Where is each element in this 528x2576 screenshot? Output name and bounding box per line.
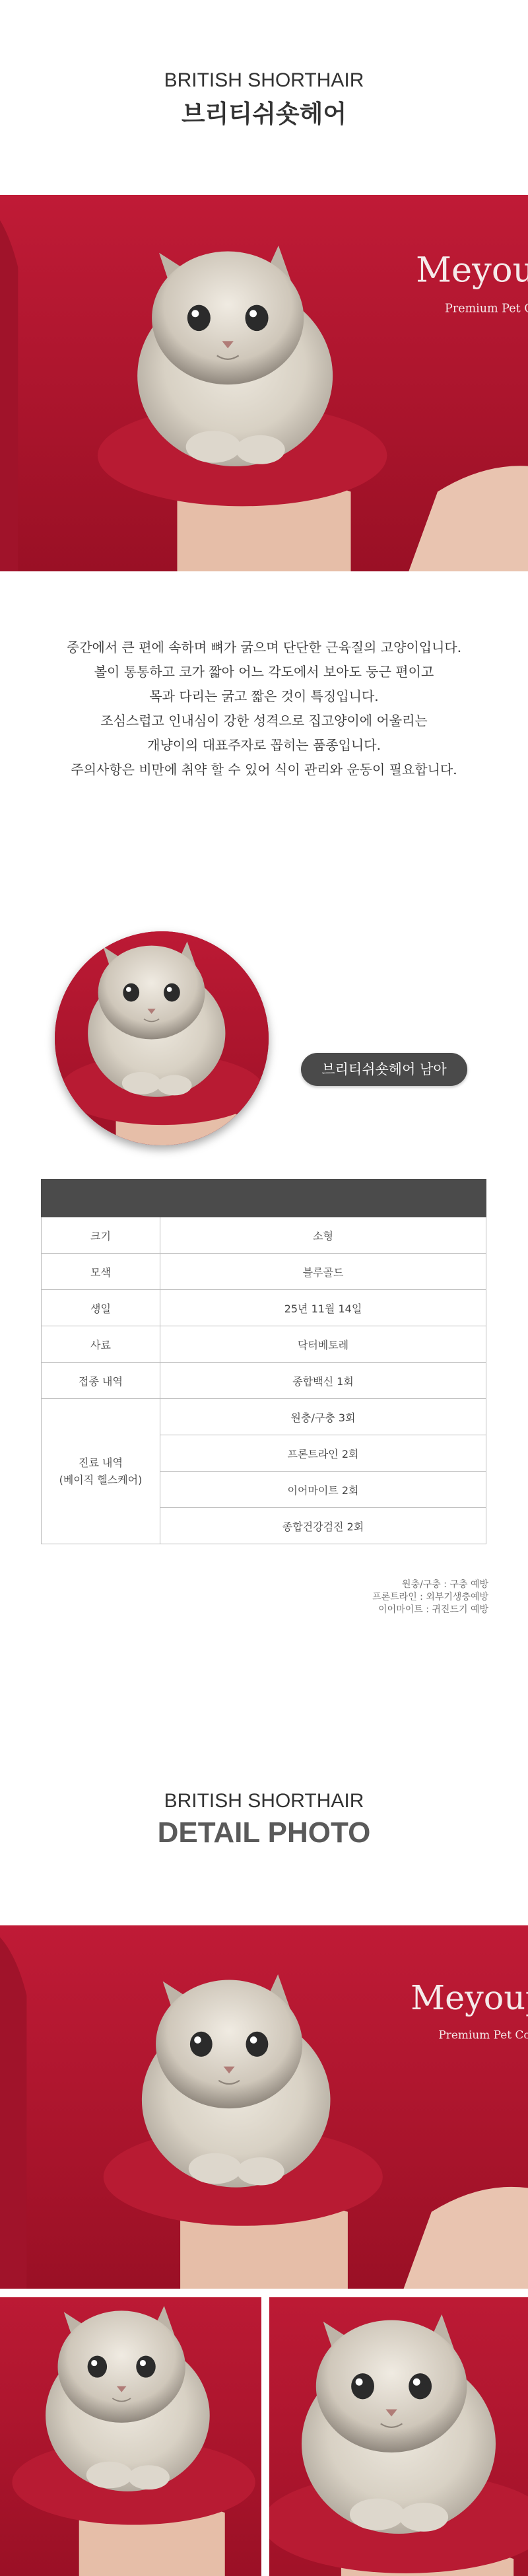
row-value: 소형 xyxy=(160,1217,486,1254)
row-label: 접종 내역 xyxy=(42,1363,160,1399)
row-value: 닥터베토레 xyxy=(160,1326,486,1363)
description-line: 볼이 통통하고 코가 짧아 어느 각도에서 보아도 둥근 편이고 xyxy=(94,664,434,680)
hero-cat-photo xyxy=(0,195,528,571)
profile-cat-photo xyxy=(55,931,269,1145)
row-label: 크기 xyxy=(42,1217,160,1254)
detail-cat-photo-left xyxy=(0,2297,261,2576)
name-badge: 브리티쉬숏헤어 남아 xyxy=(301,1053,467,1086)
detail-cat-photo-large xyxy=(0,1925,528,2289)
info-table xyxy=(41,1179,486,1544)
medical-history-label xyxy=(42,1399,160,1544)
row-label: 모색 xyxy=(42,1254,160,1290)
table-row xyxy=(42,1254,486,1290)
table-header-cell xyxy=(42,1180,160,1217)
table-row xyxy=(42,1217,486,1254)
detail-photo-title: DETAIL PHOTO xyxy=(157,1816,371,1849)
description-line: 주의사항은 비만에 취약 할 수 있어 식이 관리와 운동이 필요합니다. xyxy=(71,762,457,777)
row-value: 종합백신 1회 xyxy=(160,1363,486,1399)
medical-item: 이어마이트 2회 xyxy=(160,1472,486,1508)
row-value: 25년 11월 14일 xyxy=(160,1290,486,1326)
note-line: 프론트라인 : 외부기생충예방 xyxy=(372,1592,488,1602)
breed-description xyxy=(0,635,528,782)
description-line: 중간에서 큰 편에 속하며 뼈가 굵으며 단단한 근육질의 고양이입니다. xyxy=(66,639,462,655)
medical-label-line: 진료 내역 xyxy=(79,1456,123,1469)
table-row xyxy=(42,1363,486,1399)
medical-item: 프론트라인 2회 xyxy=(160,1435,486,1472)
medical-item: 원충/구충 3회 xyxy=(160,1399,486,1435)
table-header-cell xyxy=(160,1180,486,1217)
table-header-row xyxy=(42,1180,486,1217)
note-line: 이어마이트 : 귀진드기 예방 xyxy=(378,1604,488,1615)
table-notes xyxy=(372,1579,488,1616)
note-line: 원충/구충 : 구충 예방 xyxy=(402,1579,488,1590)
row-label: 사료 xyxy=(42,1326,160,1363)
description-line: 개냥이의 대표주자로 꼽히는 품종입니다. xyxy=(147,737,381,753)
breed-english-title: BRITISH SHORTHAIR xyxy=(164,69,364,91)
detail-cat-photo-right xyxy=(269,2297,528,2576)
table-row xyxy=(42,1326,486,1363)
row-label: 생일 xyxy=(42,1290,160,1326)
description-line: 조심스럽고 인내심이 강한 성격으로 집고양이에 어울리는 xyxy=(100,713,428,729)
detail-breed-title: BRITISH SHORTHAIR xyxy=(164,1790,364,1812)
table-row xyxy=(42,1399,486,1435)
medical-item: 종합건강검진 2회 xyxy=(160,1508,486,1544)
table-row xyxy=(42,1290,486,1326)
row-value: 블루골드 xyxy=(160,1254,486,1290)
medical-label-line: (베이직 헬스케어) xyxy=(59,1473,143,1486)
description-line: 목과 다리는 굵고 짧은 것이 특징입니다. xyxy=(149,688,379,704)
breed-korean-title: 브리티쉬숏헤어 xyxy=(181,100,347,128)
